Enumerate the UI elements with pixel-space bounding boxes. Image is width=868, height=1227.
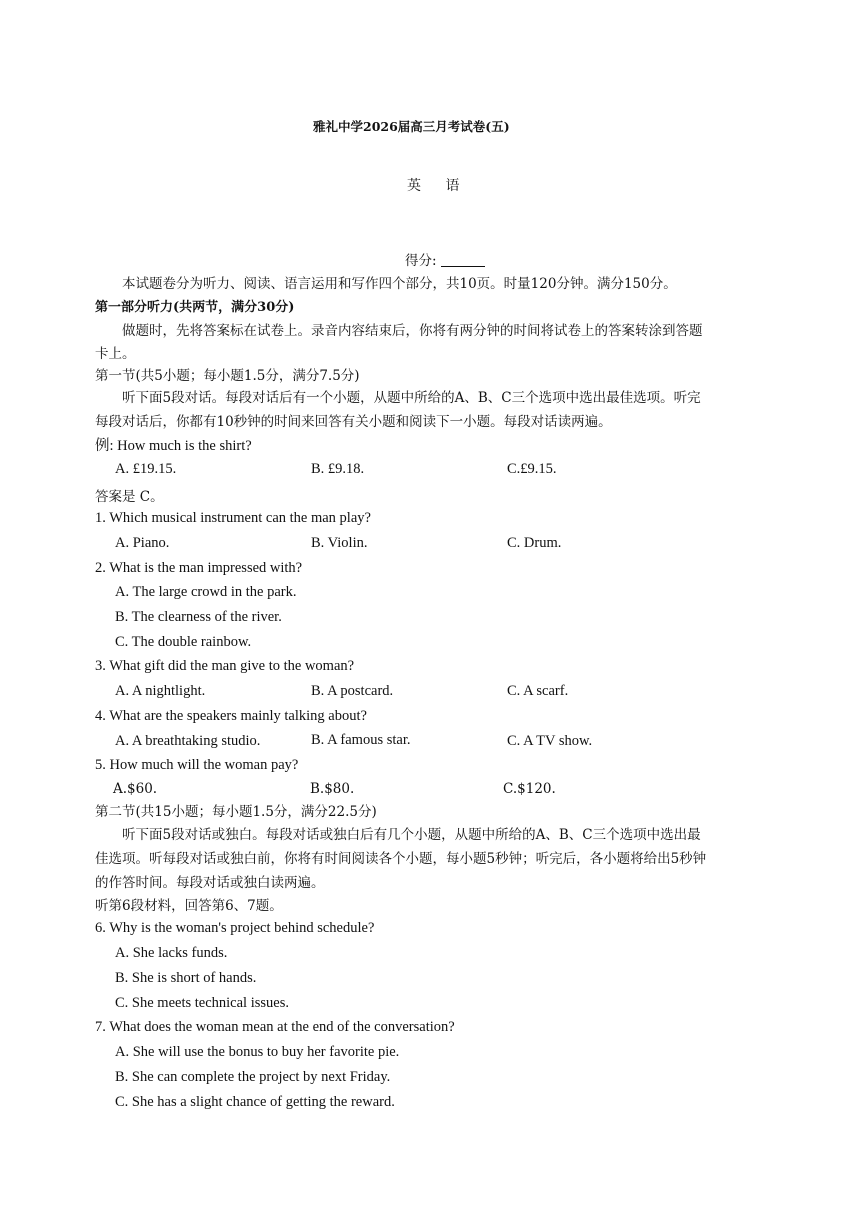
q7-option-a: A. She will use the bonus to buy her favorite pie. [115, 1044, 400, 1060]
question-1: 1. Which musical instrument can the man play? [95, 510, 371, 526]
part1-heading: 第一部分听力(共两节，满分30分) [95, 300, 295, 315]
question-6: 6. Why is the woman's project behind schedule? [95, 920, 375, 936]
example-option-b: B. £9.18. [311, 461, 365, 477]
question-5: 5. How much will the woman pay? [95, 757, 299, 773]
q2-option-b: B. The clearness of the river. [115, 609, 282, 625]
question-3: 3. What gift did the man give to the woman? [95, 658, 355, 674]
q2-option-a: A. The large crowd in the park. [115, 584, 297, 600]
exam-title: 雅礼中学2026届高三月考试卷(五) [313, 119, 510, 134]
q1-option-a: A. Piano. [115, 535, 170, 551]
example-option-a: A. £19.15. [115, 461, 177, 477]
question-7: 7. What does the woman mean at the end of the conversation? [95, 1019, 455, 1035]
part1-instruction-line1: 做题时，先将答案标在试卷上。录音内容结束后，你将有两分钟的时间将试卷上的答案转涂到答题 [122, 323, 703, 339]
q3-option-c: C. A scarf. [507, 683, 569, 699]
section2-heading: 第二节(共15小题；每小题1.5分，满分22.5分) [95, 804, 377, 820]
example-answer: 答案是 C。 [95, 489, 164, 505]
section2-instruction-line2: 佳选项。听每段对话或独白前，你将有时间阅读各个小题，每小题5秒钟；听完后，各小题将给出5秒钟 [95, 851, 707, 867]
example-option-c: C.£9.15. [507, 461, 557, 477]
q1-option-b: B. Violin. [311, 535, 368, 551]
question-2: 2. What is the man impressed with? [95, 560, 303, 576]
q5-option-c: C.$120. [503, 781, 556, 797]
question-4: 4. What are the speakers mainly talking about? [95, 708, 367, 724]
q5-option-b: B.$80. [310, 781, 355, 797]
material-note: 听第6段材料，回答第6、7题。 [95, 898, 283, 914]
exam-intro: 本试题卷分为听力、阅读、语言运用和写作四个部分，共10页。时量120分钟。满分150分。 [122, 276, 677, 292]
q1-option-c: C. Drum. [507, 535, 562, 551]
q3-option-b: B. A postcard. [311, 683, 394, 699]
score-blank [441, 254, 485, 267]
section1-instruction-line2: 每段对话后，你都有10秒钟的时间来回答有关小题和阅读下一小题。每段对话读两遍。 [95, 414, 612, 430]
section1-instruction-line1: 听下面5段对话。每段对话后有一个小题，从题中所给的A、B、C三个选项中选出最佳选项。听完 [122, 390, 701, 406]
section1-heading: 第一节(共5小题；每小题1.5分，满分7.5分) [95, 368, 360, 384]
q4-option-b: B. A famous star. [311, 732, 411, 748]
example-question: 例: How much is the shirt? [95, 438, 252, 454]
q5-option-a: A.$60. [113, 781, 158, 797]
q7-option-c: C. She has a slight chance of getting the reward. [115, 1094, 395, 1110]
q3-option-a: A. A nightlight. [115, 683, 206, 699]
section2-instruction-line3: 的作答时间。每段对话或独白读两遍。 [95, 875, 325, 891]
q7-option-b: B. She can complete the project by next Friday. [115, 1069, 391, 1085]
section2-instruction-line1: 听下面5段对话或独白。每段对话或独白后有几个小题，从题中所给的A、B、C三个选项中选出最 [122, 827, 701, 843]
score-field [405, 249, 485, 269]
score-label: 得分: [405, 253, 437, 269]
q2-option-c: C. The double rainbow. [115, 634, 252, 650]
q6-option-b: B. She is short of hands. [115, 970, 257, 986]
subject-title: 英 语 [407, 178, 470, 194]
q6-option-c: C. She meets technical issues. [115, 995, 289, 1011]
part1-instruction-line2: 卡上。 [95, 346, 136, 362]
q4-option-a: A. A breathtaking studio. [115, 733, 261, 749]
q4-option-c: C. A TV show. [507, 733, 593, 749]
q6-option-a: A. She lacks funds. [115, 945, 228, 961]
